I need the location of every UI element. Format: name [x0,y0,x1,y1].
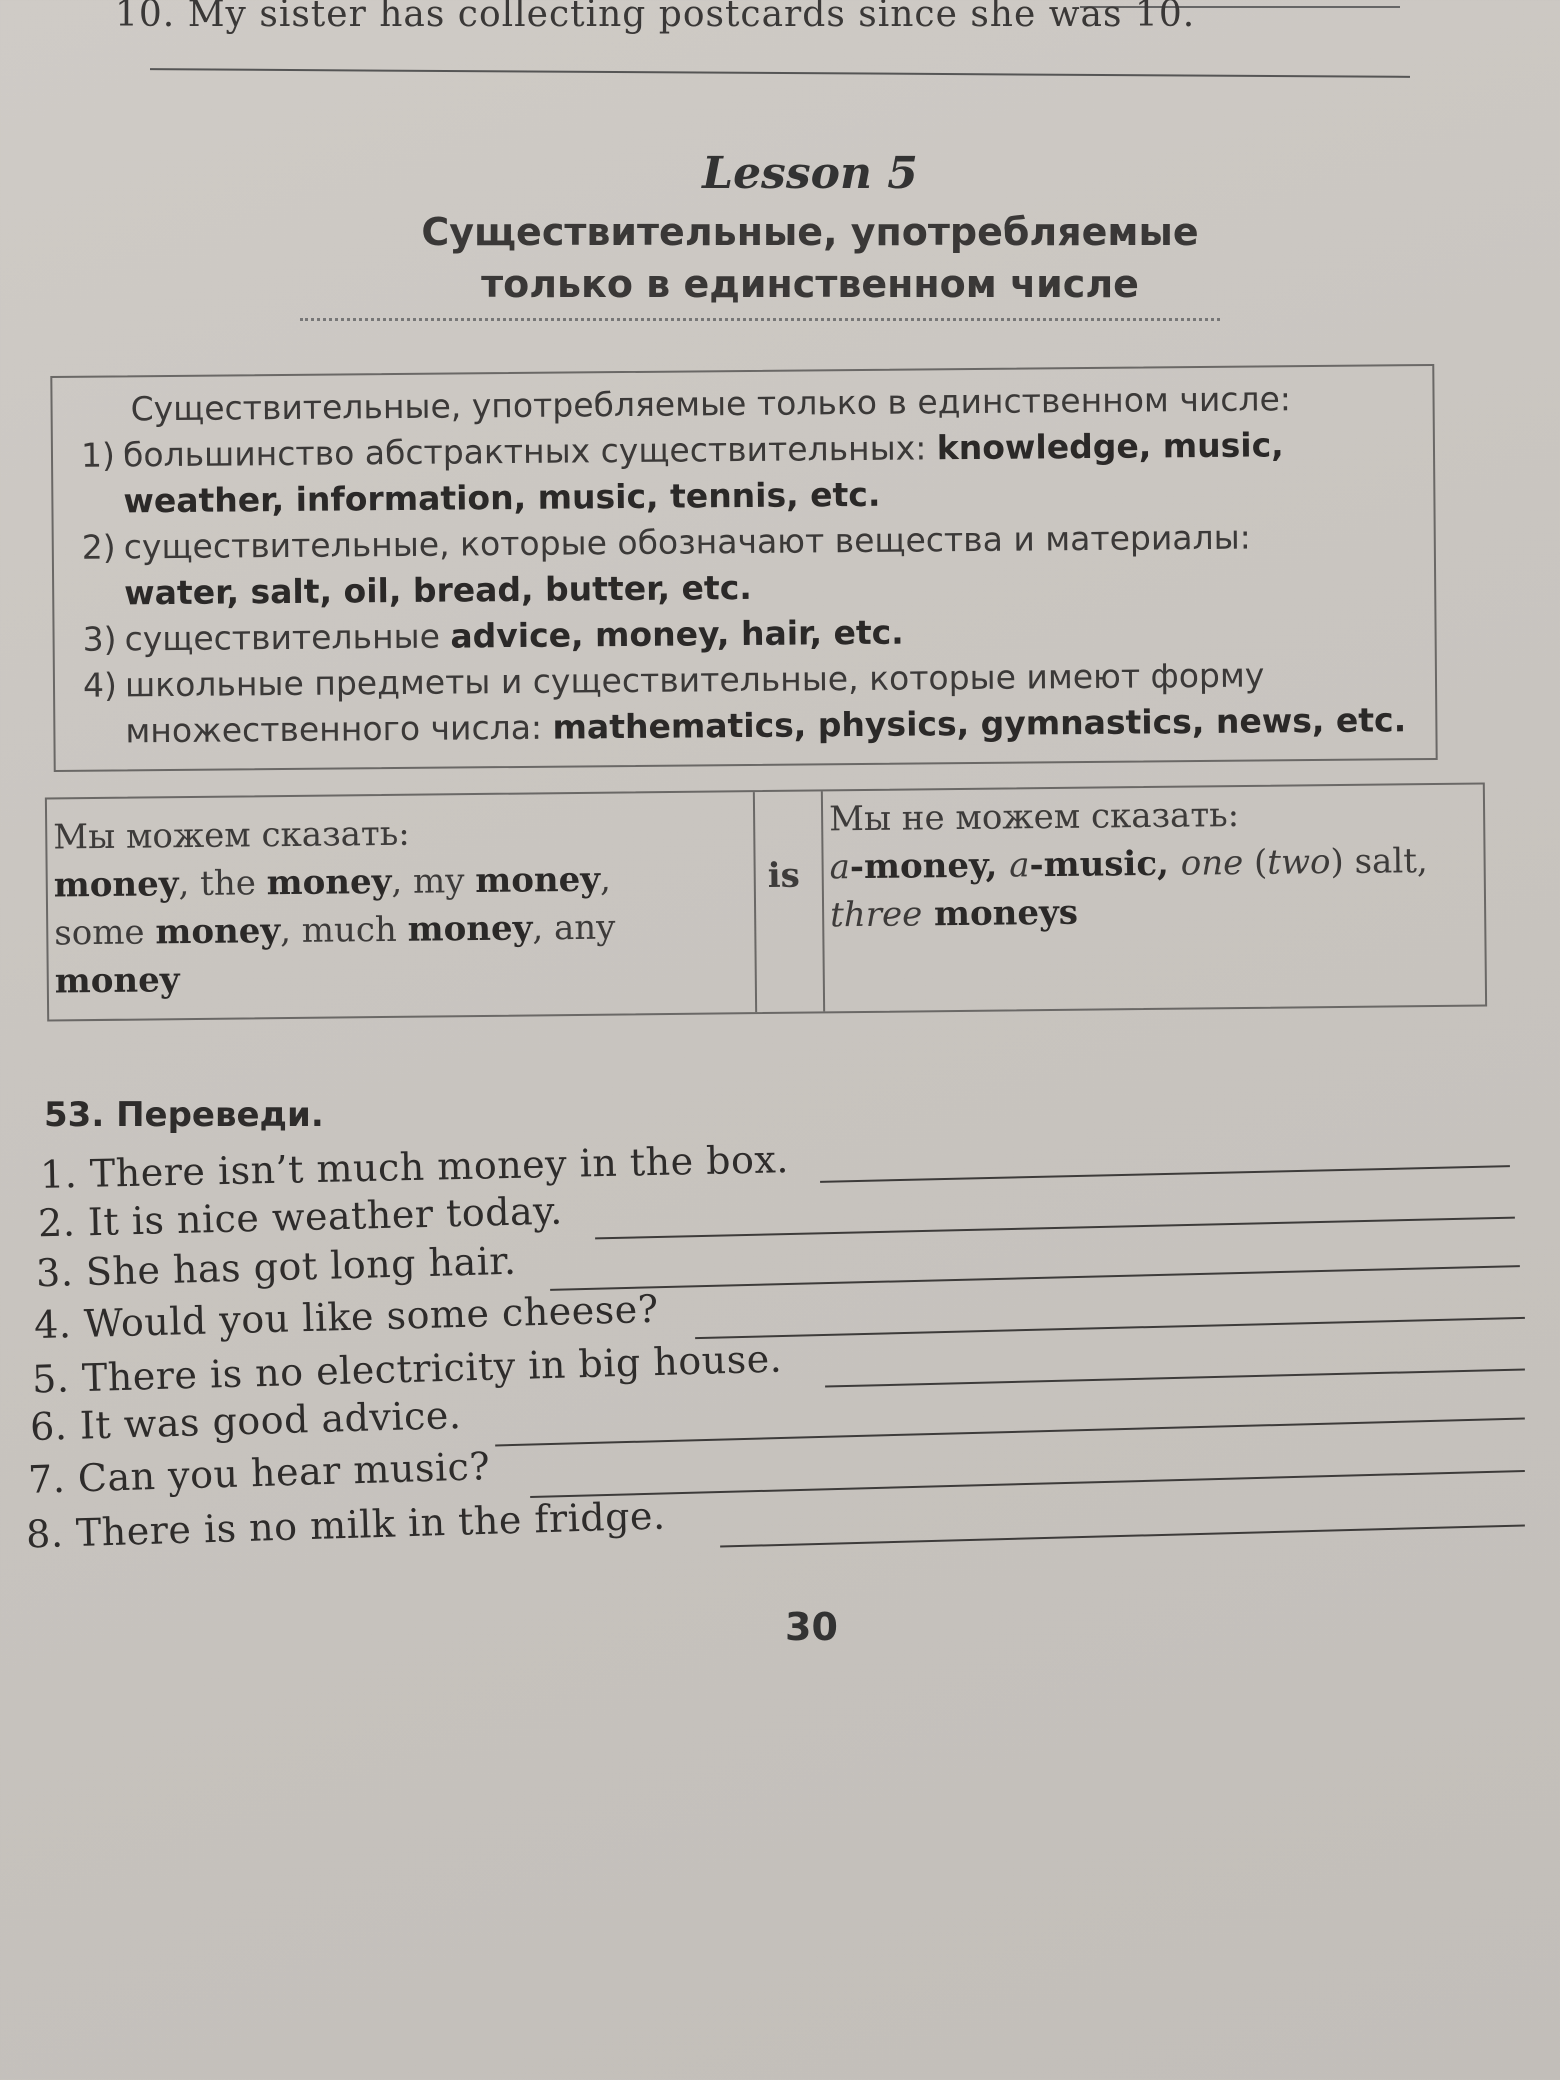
example-word: money [53,864,179,906]
exercise-item: 2. It is nice weather today. [37,1188,564,1246]
exercise-item: 3. She has got long hair. [35,1238,517,1296]
answer-line[interactable] [695,1317,1525,1339]
verb-is: is [767,855,800,896]
example-text: two [1267,842,1331,883]
rule-number: 3) [82,619,117,659]
rule-text: существительные [124,616,451,659]
example-word: money [155,911,281,953]
rule-number: 1) [80,435,116,475]
answer-line[interactable] [820,1165,1510,1183]
rule-item [81,517,1251,613]
example-text: some [54,912,156,954]
exercise-title: 53. Переведи. [44,1095,324,1135]
rule-text: школьные предметы и существительные, которые имеют форму [124,655,1265,705]
rules-heading: Существительные, употребляемые только в единственном числе: [130,379,1292,429]
exercise-item: 8. There is no milk in the fridge. [25,1493,667,1557]
can-say-heading: Мы можем сказать: [53,813,410,858]
example-text: three [829,894,923,936]
can-say-line: money [54,960,180,1002]
example-text: one [1180,843,1244,884]
verb-cell [755,791,825,1012]
rule-number: 4) [82,665,118,705]
rule-item [80,425,1284,521]
example-text: , much [279,909,408,952]
example-text: , [599,859,612,900]
rule-item [82,655,1407,751]
previous-answer-line [150,68,1410,78]
answer-line[interactable] [825,1368,1525,1387]
previous-exercise-item: 10. My sister has collecting postcards since she was 10. [115,0,1196,35]
example-text: , the [178,863,267,905]
exercise-item: 5. There is no electricity in big house. [31,1336,783,1402]
rule-text: множественного числа: [125,707,553,751]
exercise-item: 4. Would you like some cheese? [33,1286,660,1348]
rule-examples: water, salt, oil, bread, butter, etc. [124,567,752,613]
dotted-divider [300,318,1220,321]
answer-line[interactable] [550,1265,1520,1291]
rule-examples: knowledge, music, [936,425,1284,468]
cannot-say-line [830,885,1429,939]
page-number: 30 [785,1605,838,1649]
rule-examples: mathematics, physics, gymnastics, news, etc. [552,700,1407,747]
rule-item [82,613,903,659]
example-word: -money, [849,845,1010,888]
usage-table [45,782,1487,1021]
example-word: money [266,861,392,904]
example-text: ( [1243,842,1268,883]
cannot-say-line [829,837,1428,891]
answer-line[interactable] [595,1217,1515,1240]
lesson-subtitle-line2: только в единственном числе [481,262,1139,306]
rule-examples: weather, information, music, tennis, etc. [123,474,881,521]
example-text: , any [532,907,616,949]
rule-text: существительные, которые обозначают вещества и материалы: [123,517,1251,567]
can-say-line [54,904,616,958]
cannot-say-cell [823,784,1485,1011]
example-word: moneys [921,892,1079,935]
example-word: -music, [1029,843,1181,886]
exercise-item: 7. Can you hear music? [27,1444,491,1502]
example-text: a [829,847,851,888]
can-say-text [53,808,616,1006]
grammar-rules-box [50,364,1437,772]
answer-line[interactable] [530,1470,1525,1498]
example-text: , my [391,861,476,902]
rule-examples: advice, money, hair, etc. [450,612,904,656]
example-word: money [407,908,533,950]
rule-continuation [125,700,1406,750]
example-text: a [1008,845,1030,886]
cannot-say-text [829,789,1429,939]
can-say-line [54,856,616,910]
example-text: ) salt, [1330,841,1428,883]
exercise-item: 1. There isn’t much money in the box. [39,1137,790,1197]
rule-number: 2) [81,527,116,567]
can-say-cell [47,792,757,1019]
lesson-subtitle-line1: Существительные, употребляемые [421,210,1199,254]
example-word: money [475,859,601,902]
answer-line[interactable] [720,1524,1525,1547]
rule-text: большинство абстрактных существительных: [122,428,938,475]
answer-line[interactable] [495,1418,1525,1447]
cannot-say-heading: Мы не можем сказать: [828,795,1240,840]
lesson-title: Lesson 5 [702,148,918,199]
exercise-item: 6. It was good advice. [29,1392,462,1450]
